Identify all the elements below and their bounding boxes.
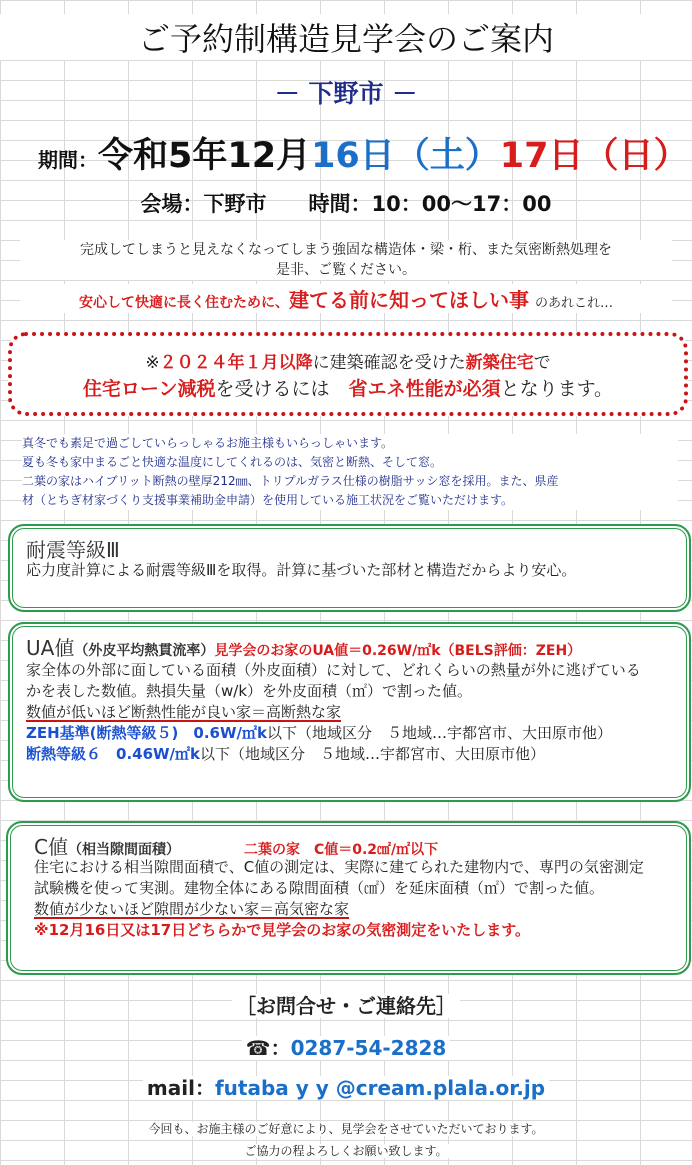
notice-date: ２０２４年１月以降 xyxy=(159,353,313,373)
period-day2: 17日（日） xyxy=(499,136,689,176)
para-line2: 夏も冬も家中まるごと快適な温度にしてくれるのは、気密と断熱、そして窓。 xyxy=(22,455,443,469)
ua-value-box xyxy=(8,622,691,802)
period-day1: 16日（土） xyxy=(311,136,500,176)
event-period xyxy=(38,128,689,178)
description-paragraph xyxy=(22,434,678,510)
period-label: 期間： xyxy=(38,148,98,172)
notice-text1: に建築確認を受けた xyxy=(312,353,466,373)
ua-title: UA値 xyxy=(26,636,75,660)
seismic-box xyxy=(8,524,691,612)
period-date: 令和5年12月 xyxy=(98,136,312,176)
notice-new-house: 新築住宅 xyxy=(465,353,534,373)
city-subtitle: － 下野市 － xyxy=(274,79,418,108)
footer-line2: ご協力の程よろしくお願い致します。 xyxy=(240,1144,451,1158)
notice-text4: となります。 xyxy=(500,378,614,400)
footer-note xyxy=(0,1118,692,1162)
seismic-title: 耐震等級Ⅲ xyxy=(26,538,120,562)
notice-mark: ※ xyxy=(145,353,160,373)
c-underline: 数値が少ないほど隙間が少ない家＝高気密な家 xyxy=(34,900,350,918)
ua-zeh-tail: 以下（地域区分 ５地域…宇都宮市、大田原市他） xyxy=(266,724,612,742)
intro-tail: のあれこれ… xyxy=(534,296,613,311)
c-text2: 試験機を使って実測。建物全体にある隙間面積（㎠）を延床面積（㎡）で割った値。 xyxy=(34,879,605,897)
ua-g6-label: 断熱等級６ 0.46W/㎡k xyxy=(26,745,201,763)
mail-line xyxy=(0,1072,692,1101)
ua-text1: 家全体の外部に面している面積（外皮面積）に対して、どれくらいの熱量が外に逃げている xyxy=(26,661,641,679)
tax-notice-box xyxy=(8,332,688,416)
tel-number[interactable]: 0287-54-2828 xyxy=(290,1036,447,1060)
phone-icon: ☎ xyxy=(245,1036,271,1060)
page-title: ご予約制構造見学会のご案内 xyxy=(0,14,692,60)
ua-body xyxy=(26,660,686,765)
c-body xyxy=(34,857,684,941)
notice-text3: を受けるには xyxy=(215,378,349,400)
c-text1: 住宅における相当隙間面積で、C値の測定は、実際に建てられた建物内で、専門の気密測定 xyxy=(34,858,644,876)
contact-heading xyxy=(0,990,692,1019)
mail-label: mail： xyxy=(146,1076,215,1100)
c-subtitle: （相当隙間面積） xyxy=(67,842,180,858)
para-line1: 真冬でも素足で過ごしていらっしゃるお施主様もいらっしゃいます。 xyxy=(22,436,394,450)
ua-header xyxy=(26,632,581,661)
ua-zeh-label: ZEH基準(断熱等級５) 0.6W/㎡k xyxy=(26,724,267,742)
footer-line1: 今回も、お施主様のご好意により、見学会をさせていただいております。 xyxy=(144,1122,547,1136)
intro-big: 建てる前に知ってほしい事 xyxy=(288,288,529,312)
notice-energy: 省エネ性能が必須 xyxy=(348,378,501,400)
ua-g6-tail: 以下（地域区分 ５地域…宇都宮市、大田原市他） xyxy=(200,745,546,763)
intro-text xyxy=(20,240,672,280)
tel-line xyxy=(0,1032,692,1061)
seismic-text: 応力度計算による耐震等級Ⅲを取得。計算に基づいた部材と構造だからより安心。 xyxy=(26,561,577,579)
ua-text2: かを表した数値。熱損失量（w/k）を外皮面積（㎡）で割った値。 xyxy=(26,682,473,700)
para-line4: 材（とちぎ材家づくり支援事業補助金申請）を使用している施工状況をご覧いただけます。 xyxy=(22,493,514,507)
notice-line1 xyxy=(12,348,684,373)
notice-loan: 住宅ローン減税 xyxy=(82,378,216,400)
mail-address[interactable]: futaba y y @cream.plala.or.jp xyxy=(214,1076,546,1100)
venue-line xyxy=(0,188,692,218)
notice-line2 xyxy=(12,374,684,401)
intro-line2: 是非、ご覧ください。 xyxy=(276,262,416,278)
ua-highlight: 見学会のお家のUA値＝0.26W/㎡k（BELS評価：ZEH） xyxy=(214,643,582,659)
venue-label: 会場：下野市 xyxy=(140,192,267,216)
c-value-box xyxy=(6,821,691,975)
c-header xyxy=(34,831,438,860)
intro-emphasis xyxy=(20,284,672,313)
ua-underline: 数値が低いほど断熱性能が良い家＝高断熱な家 xyxy=(26,703,342,721)
ua-subtitle: （外皮平均熱貫流率） xyxy=(74,643,215,659)
c-title: C値 xyxy=(34,835,68,859)
contact-heading-text: ［お問合せ・ご連絡先］ xyxy=(232,994,460,1018)
c-note: ※12月16日又は17日どちらかで見学会のお家の気密測定をいたします。 xyxy=(34,921,531,939)
intro-red: 安心して快適に長く住むために、 xyxy=(78,295,289,311)
time-label: 時間：10：00～17：00 xyxy=(308,192,552,216)
tel-sep: ： xyxy=(270,1036,291,1060)
notice-text2: で xyxy=(533,353,551,373)
c-highlight: 二葉の家 C値＝0.2㎠/㎡以下 xyxy=(243,842,439,858)
intro-line1: 完成してしまうと見えなくなってしまう強固な構造体・梁・桁、また気密断熱処理を xyxy=(80,242,612,258)
para-line3: 二葉の家はハイブリット断熱の壁厚212㎜、トリプルガラス仕様の樹脂サッシ窓を採用。また、県産 xyxy=(22,474,559,488)
